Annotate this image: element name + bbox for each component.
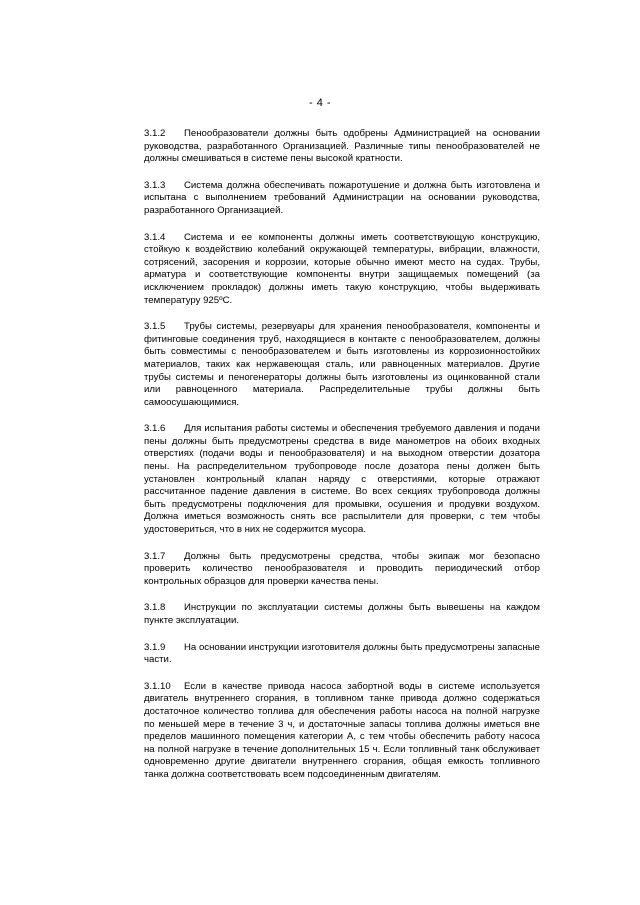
paragraph-3-1-7: [144, 551, 540, 589]
paragraph-number: 3.1.10: [144, 680, 171, 692]
document-body: [144, 128, 540, 782]
paragraph-number: 3.1.6: [144, 423, 166, 435]
paragraph-3-1-4: [144, 232, 540, 308]
paragraph-number: 3.1.5: [144, 321, 166, 333]
paragraph-3-1-5: [144, 321, 540, 409]
paragraph-3-1-9: [144, 642, 540, 667]
paragraph-text: Если в качестве привода насоса забортной воды в системе используется двигатель внутреннего сгорания, в топливном танке привода должно содержаться достаточное количество топлива для обеспечения работы насоса на полной нагрузке по меньшей мере в течение 3 ч, и достаточные запасы топлива должны иметься вне пределов машинного помещения категории А, с тем чтобы обеспечить работу насоса на полной нагрузке в течение дополнительных 15 ч. Если топливный танк обслуживает одновременно другие двигатели внутреннего сгорания, общая емкость топливного танка должна соответствовать всем подсоединенным двигателям.: [144, 680, 540, 780]
paragraph-text: Система и ее компоненты должны иметь соответствующую конструкцию, стойкую к воздействию колебаний окружающей температуры, вибрации, влажности, сотрясений, засорения и коррозии, которые обычно имеют место на судах. Трубы, арматура и соответствующие компоненты внутри защищаемых помещений (за исключением прокладок) должны иметь такую конструкцию, чтобы выдерживать температуру 925ºC.: [144, 231, 540, 306]
paragraph-text: Для испытания работы системы и обеспечения требуемого давления и подачи пены должны быть предусмотрены средства в виде манометров на обоих входных отверстиях (подачи воды и пенообразователя) и на выходном отверстии дозатора пены. На распределительном трубопроводе после дозатора пены должен быть установлен контрольный клапан наряду с отверстиями, которые отражают рассчитанное падение давления в системе. Во всех секциях трубопровода должны быть предусмотрены подключения для промывки, осушения и продувки воздухом. Должна иметься возможность снять все распылители для проверки, с тем чтобы удостовериться, что в них не содержится мусора.: [144, 423, 540, 536]
paragraph-text: Трубы системы, резервуары для хранения пенообразователя, компоненты и фитинговые соединения труб, находящиеся в контакте с пенообразователем, должны быть совместимы с пенообразователем и быть изготовлены из коррозионностойких материалов, таких как нержавеющая сталь, или равноценных материалов. Другие трубы системы и пеногенераторы должны быть изготовлены из оцинкованной стали или равноценного материала. Распределительные трубы должны быть самоосушающимися.: [144, 321, 540, 408]
paragraph-number: 3.1.2: [144, 128, 166, 139]
page-number: - 4 -: [308, 97, 332, 109]
paragraph-text: Система должна обеспечивать пожаротушение и должна быть изготовлена и испытана с выполнением требований Администрации на основании руководства, разработанного Организацией.: [144, 179, 540, 216]
paragraph-text: Должны быть предусмотрены средства, чтобы экипаж мог безопасно проверить количество пенообразователя и проводить периодический отбор контрольных образцов для проверки качества пены.: [144, 550, 540, 587]
paragraph-3-1-8: [144, 602, 540, 627]
paragraph-text: Инструкции по эксплуатации системы должны быть вывешены на каждом пункте эксплуатации.: [144, 602, 540, 626]
paragraph-text: На основании инструкции изготовителя должны быть предусмотрены запасные части.: [144, 641, 540, 666]
paragraph-number: 3.1.8: [144, 602, 166, 614]
paragraph-number: 3.1.9: [144, 641, 166, 653]
paragraph-3-1-2: [144, 128, 540, 166]
paragraph-number: 3.1.7: [144, 550, 166, 562]
paragraph-text: Пенообразователи должны быть одобрены Администрацией на основании руководства, разработанного Организацией. Различные типы пенообразователей не должны смешиваться в системе пены высокой кратности.: [144, 128, 540, 165]
paragraph-3-1-3: [144, 180, 540, 218]
paragraph-number: 3.1.4: [144, 231, 166, 243]
paragraph-number: 3.1.3: [144, 179, 166, 191]
paragraph-3-1-10: [144, 681, 540, 782]
paragraph-3-1-6: [144, 423, 540, 536]
